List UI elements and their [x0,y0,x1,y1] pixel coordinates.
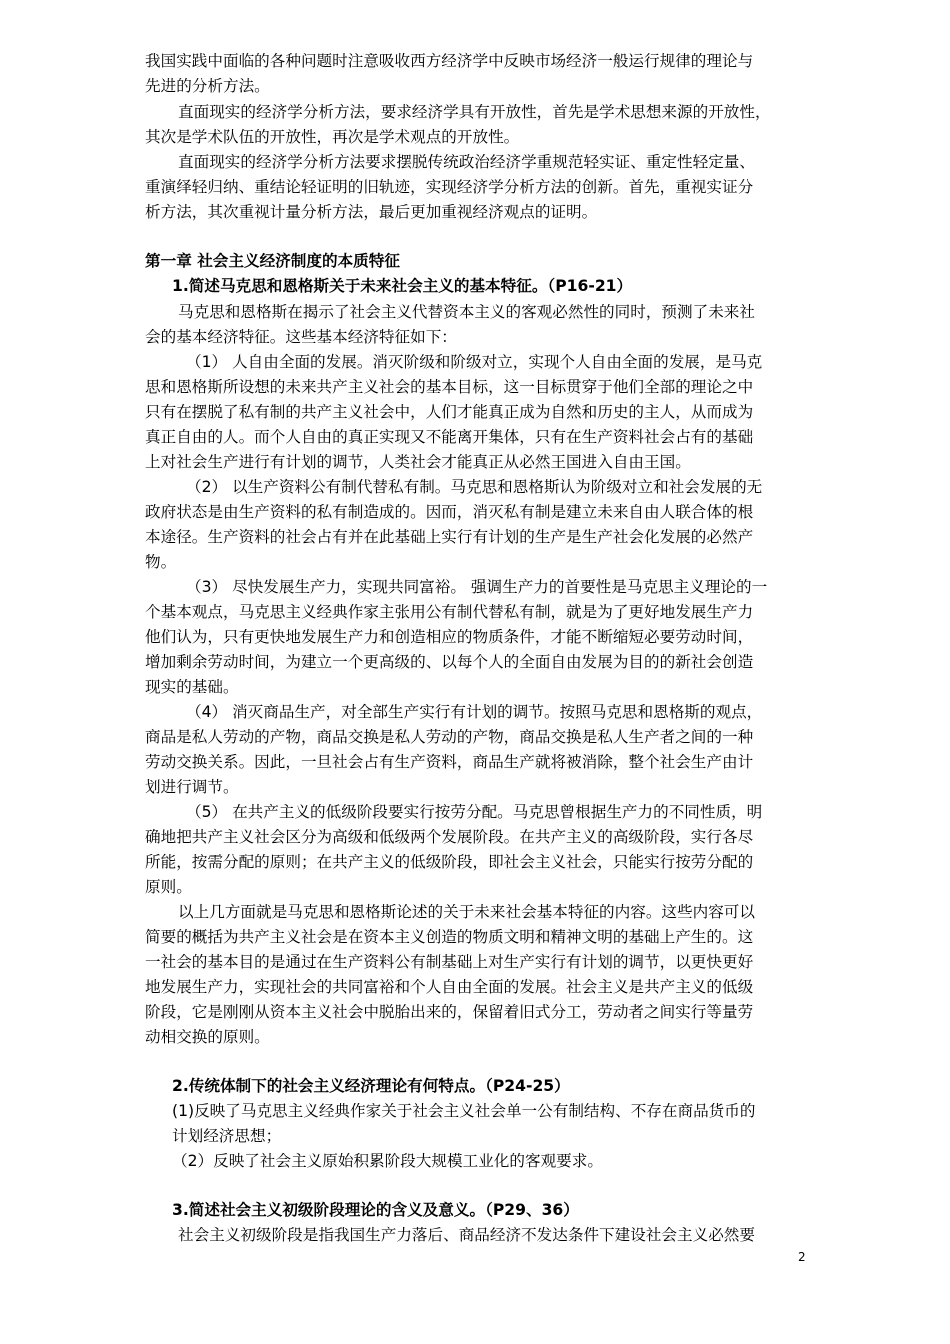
q1-point-5-line: （5） 在共产主义的低级阶段要实行按劳分配。马克思曾根据生产力的不同性质，明 [186,803,763,821]
chapter-title: 第一章 社会主义经济制度的本质特征 [145,252,400,270]
q1-point-2-line: （2） 以生产资料公有制代替私有制。马克思和恩格斯认为阶级对立和社会发展的无 [186,478,763,496]
q1-point-2-line: 物。 [145,553,177,571]
q1-point-5-line: 确地把共产主义社会区分为高级和低级两个发展阶段。在共产主义的高级阶段，实行各尽 [145,828,754,846]
q1-point-3-line: （3） 尽快发展生产力，实现共同富裕。 强调生产力的首要性是马克思主义理论的一 [186,578,768,596]
q2-answer-line: 计划经济思想； [172,1127,282,1145]
q1-point-1-line: （1） 人自由全面的发展。消灭阶级和阶级对立，实现个人自由全面的发展，是马克 [186,353,763,371]
intro-line: 先进的分析方法。 [145,77,270,95]
question-2-heading: 2.传统体制下的社会主义经济理论有何特点。（P24-25） [172,1077,570,1095]
q1-point-1-line: 只有在摆脱了私有制的共产主义社会中，人们才能真正成为自然和历史的主人，从而成为 [145,403,754,421]
q1-summary-line: 动相交换的原则。 [145,1028,270,1046]
q1-point-1-line: 上对社会生产进行有计划的调节，人类社会才能真正从必然王国进入自由王国。 [145,453,691,471]
q1-point-2-line: 本途径。生产资料的社会占有并在此基础上实行有计划的生产是生产社会化发展的必然产 [145,528,754,546]
q1-point-4-line: 劳动交换关系。因此，一旦社会占有生产资料，商品生产就将被消除，整个社会生产由计 [145,753,754,771]
q1-point-3-line: 现实的基础。 [145,678,239,696]
intro-paragraph-line: 重演绎轻归纳、重结论轻证明的旧轨迹，实现经济学分析方法的创新。首先，重视实证分 [145,178,754,196]
intro-paragraph-line: 析方法，其次重视计量分析方法，最后更加重视经济观点的证明。 [145,203,598,221]
question-3-heading: 3.简述社会主义初级阶段理论的含义及意义。（P29、36） [172,1201,579,1219]
q1-point-4-line: （4） 消灭商品生产，对全部生产实行有计划的调节。按照马克思和恩格斯的观点， [186,703,763,721]
q2-answer-line: （2）反映了社会主义原始积累阶段大规模工业化的客观要求。 [172,1152,603,1170]
intro-paragraph-line: 直面现实的经济学分析方法要求摆脱传统政治经济学重规范轻实证、重定性轻定量、 [178,153,755,171]
q1-point-4-line: 商品是私人劳动的产物，商品交换是私人劳动的产物，商品交换是私人生产者之间的一种 [145,728,754,746]
q1-summary-line: 简要的概括为共产主义社会是在资本主义创造的物质文明和精神文明的基础上产生的。这 [145,928,754,946]
q1-summary-line: 以上几方面就是马克思和恩格斯论述的关于未来社会基本特征的内容。这些内容可以 [178,903,755,921]
q1-point-3-line: 个基本观点，马克思主义经典作家主张用公有制代替私有制，就是为了更好地发展生产力 [145,603,754,621]
q1-summary-line: 地发展生产力，实现社会的共同富裕和个人自由全面的发展。社会主义是共产主义的低级 [145,978,754,996]
question-1-heading: 1.简述马克思和恩格斯关于未来社会主义的基本特征。（P16-21） [172,277,633,295]
q1-summary-line: 一社会的基本目的是通过在生产资料公有制基础上对生产实行有计划的调节，以更快更好 [145,953,754,971]
q1-point-3-line: 他们认为，只有更快地发展生产力和创造相应的物质条件，才能不断缩短必要劳动时间， [145,628,754,646]
q1-lead-line: 马克思和恩格斯在揭示了社会主义代替资本主义的客观必然性的同时，预测了未来社 [178,303,755,321]
intro-line: 我国实践中面临的各种问题时注意吸收西方经济学中反映市场经济一般运行规律的理论与 [145,52,754,70]
intro-paragraph-line: 直面现实的经济学分析方法，要求经济学具有开放性，首先是学术思想来源的开放性， [178,103,771,121]
page-number: 2 [798,1250,806,1264]
q1-point-4-line: 划进行调节。 [145,778,239,796]
intro-paragraph-line: 其次是学术队伍的开放性，再次是学术观点的开放性。 [145,128,520,146]
q1-point-1-line: 思和恩格斯所设想的未来共产主义社会的基本目标，这一目标贯穿于他们全部的理论之中 [145,378,754,396]
q1-summary-line: 阶段，它是刚刚从资本主义社会中脱胎出来的，保留着旧式分工，劳动者之间实行等量劳 [145,1003,754,1021]
q1-point-2-line: 政府状态是由生产资料的私有制造成的。因而，消灭私有制是建立未来自由人联合体的根 [145,503,754,521]
q1-point-5-line: 所能，按需分配的原则；在共产主义的低级阶段，即社会主义社会，只能实行按劳分配的 [145,853,754,871]
q1-point-3-line: 增加剩余劳动时间，为建立一个更高级的、以每个人的全面自由发展为目的的新社会创造 [145,653,754,671]
q1-lead-line: 会的基本经济特征。这些基本经济特征如下： [145,328,457,346]
q1-point-5-line: 原则。 [145,878,192,896]
q3-answer-line: 社会主义初级阶段是指我国生产力落后、商品经济不发达条件下建设社会主义必然要 [178,1226,755,1244]
q2-answer-line: (1)反映了马克思主义经典作家关于社会主义社会单一公有制结构、不存在商品货币的 [172,1102,756,1120]
q1-point-1-line: 真正自由的人。而个人自由的真正实现又不能离开集体，只有在生产资料社会占有的基础 [145,428,754,446]
